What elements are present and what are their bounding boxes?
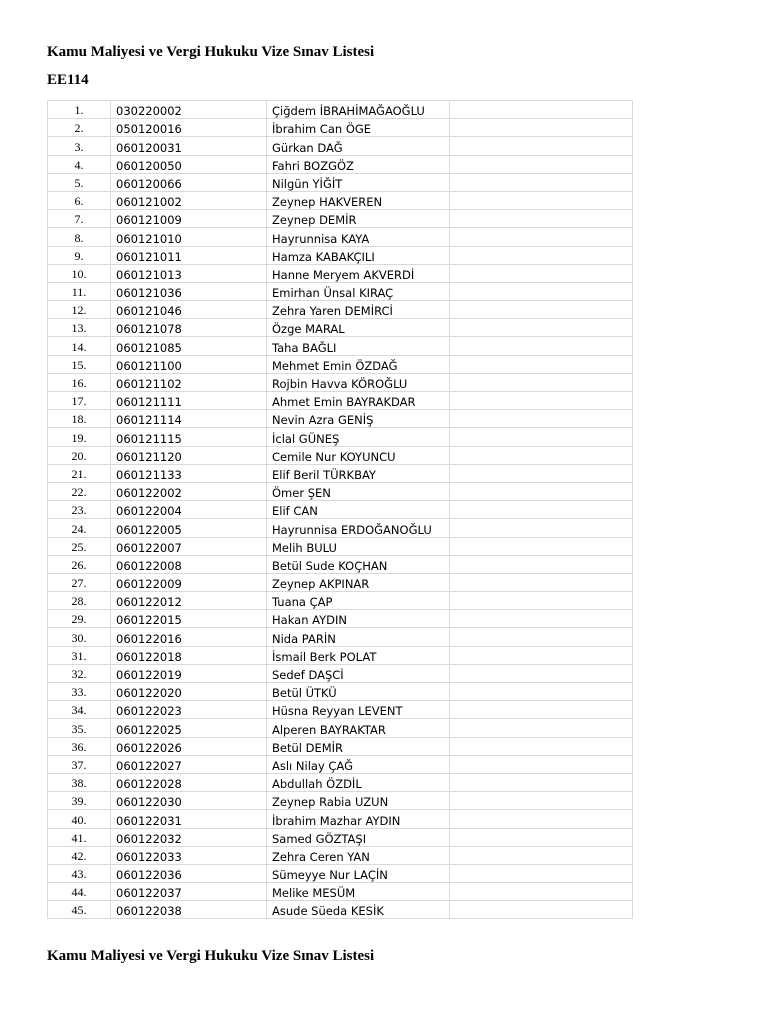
student-name: Tuana ÇAP <box>267 592 450 610</box>
student-name: Elif CAN <box>267 501 450 519</box>
row-number: 1. <box>48 101 111 119</box>
student-id: 050120016 <box>111 119 267 137</box>
student-id: 060121133 <box>111 464 267 482</box>
row-number: 23. <box>48 501 111 519</box>
row-number: 38. <box>48 773 111 791</box>
row-number: 7. <box>48 210 111 228</box>
empty-cell <box>450 282 633 300</box>
student-id: 060121078 <box>111 319 267 337</box>
row-number: 33. <box>48 683 111 701</box>
student-name: İbrahim Mazhar AYDIN <box>267 810 450 828</box>
student-id: 030220002 <box>111 101 267 119</box>
student-name: Çiğdem İBRAHİMAĞAOĞLU <box>267 101 450 119</box>
student-name: Fahri BOZGÖZ <box>267 155 450 173</box>
row-number: 31. <box>48 646 111 664</box>
row-number: 24. <box>48 519 111 537</box>
student-id: 060122037 <box>111 883 267 901</box>
student-name: Ahmet Emin BAYRAKDAR <box>267 392 450 410</box>
empty-cell <box>450 755 633 773</box>
student-name: İsmail Berk POLAT <box>267 646 450 664</box>
student-name: Sümeyye Nur LAÇİN <box>267 864 450 882</box>
next-page-title: Kamu Maliyesi ve Vergi Hukuku Vize Sınav Listesi <box>47 948 375 964</box>
empty-cell <box>450 737 633 755</box>
student-id: 060122018 <box>111 646 267 664</box>
student-id: 060120031 <box>111 137 267 155</box>
row-number: 30. <box>48 628 111 646</box>
row-number: 17. <box>48 392 111 410</box>
table-row <box>48 701 633 719</box>
student-name: Zeynep AKPINAR <box>267 573 450 591</box>
student-id: 060121002 <box>111 191 267 209</box>
table-row <box>48 846 633 864</box>
student-id: 060121009 <box>111 210 267 228</box>
student-name: Gürkan DAĞ <box>267 137 450 155</box>
row-number: 36. <box>48 737 111 755</box>
student-name: Zeynep HAKVEREN <box>267 191 450 209</box>
empty-cell <box>450 301 633 319</box>
table-row <box>48 773 633 791</box>
table-row <box>48 610 633 628</box>
empty-cell <box>450 683 633 701</box>
student-name: Samed GÖZTAŞI <box>267 828 450 846</box>
table-row <box>48 719 633 737</box>
student-name: Betül Sude KOÇHAN <box>267 555 450 573</box>
table-row <box>48 683 633 701</box>
student-id: 060122004 <box>111 501 267 519</box>
table-row <box>48 573 633 591</box>
student-id: 060122026 <box>111 737 267 755</box>
row-number: 43. <box>48 864 111 882</box>
table-row <box>48 901 633 919</box>
row-number: 42. <box>48 846 111 864</box>
row-number: 39. <box>48 792 111 810</box>
table-row <box>48 264 633 282</box>
student-name: Alperen BAYRAKTAR <box>267 719 450 737</box>
table-row <box>48 155 633 173</box>
student-id: 060122033 <box>111 846 267 864</box>
empty-cell <box>450 446 633 464</box>
table-row <box>48 101 633 119</box>
table-row <box>48 664 633 682</box>
row-number: 27. <box>48 573 111 591</box>
student-id: 060121102 <box>111 373 267 391</box>
table-row <box>48 228 633 246</box>
student-name: Cemile Nur KOYUNCU <box>267 446 450 464</box>
row-number: 21. <box>48 464 111 482</box>
row-number: 15. <box>48 355 111 373</box>
row-number: 26. <box>48 555 111 573</box>
empty-cell <box>450 482 633 500</box>
student-id: 060122012 <box>111 592 267 610</box>
table-row <box>48 646 633 664</box>
student-name: Nevin Azra GENİŞ <box>267 410 450 428</box>
student-id: 060122036 <box>111 864 267 882</box>
row-number: 12. <box>48 301 111 319</box>
student-id: 060121013 <box>111 264 267 282</box>
empty-cell <box>450 864 633 882</box>
student-name: Taha BAĞLI <box>267 337 450 355</box>
table-row <box>48 446 633 464</box>
empty-cell <box>450 373 633 391</box>
student-name: Mehmet Emin ÖZDAĞ <box>267 355 450 373</box>
empty-cell <box>450 773 633 791</box>
row-number: 34. <box>48 701 111 719</box>
student-list-table <box>47 100 633 919</box>
student-name: İclal GÜNEŞ <box>267 428 450 446</box>
empty-cell <box>450 519 633 537</box>
student-id: 060121120 <box>111 446 267 464</box>
table-row <box>48 755 633 773</box>
row-number: 29. <box>48 610 111 628</box>
empty-cell <box>450 119 633 137</box>
empty-cell <box>450 719 633 737</box>
table-row <box>48 628 633 646</box>
student-name: Melih BULU <box>267 537 450 555</box>
row-number: 25. <box>48 537 111 555</box>
empty-cell <box>450 155 633 173</box>
student-name: Aslı Nilay ÇAĞ <box>267 755 450 773</box>
student-name: Zehra Ceren YAN <box>267 846 450 864</box>
table-row <box>48 592 633 610</box>
student-id: 060122009 <box>111 573 267 591</box>
table-row <box>48 482 633 500</box>
empty-cell <box>450 883 633 901</box>
table-row <box>48 392 633 410</box>
empty-cell <box>450 610 633 628</box>
student-id: 060122007 <box>111 537 267 555</box>
empty-cell <box>450 173 633 191</box>
student-id: 060122015 <box>111 610 267 628</box>
row-number: 19. <box>48 428 111 446</box>
table-row <box>48 883 633 901</box>
course-code: EE114 <box>47 72 89 88</box>
table-row <box>48 555 633 573</box>
student-name: Betül DEMİR <box>267 737 450 755</box>
row-number: 22. <box>48 482 111 500</box>
empty-cell <box>450 846 633 864</box>
row-number: 5. <box>48 173 111 191</box>
row-number: 40. <box>48 810 111 828</box>
student-id: 060122016 <box>111 628 267 646</box>
student-name: Zehra Yaren DEMİRCİ <box>267 301 450 319</box>
student-name: Hayrunnisa KAYA <box>267 228 450 246</box>
table-row <box>48 119 633 137</box>
empty-cell <box>450 191 633 209</box>
row-number: 35. <box>48 719 111 737</box>
empty-cell <box>450 228 633 246</box>
table-row <box>48 737 633 755</box>
empty-cell <box>450 428 633 446</box>
student-name: Elif Beril TÜRKBAY <box>267 464 450 482</box>
empty-cell <box>450 264 633 282</box>
empty-cell <box>450 628 633 646</box>
student-id: 060122031 <box>111 810 267 828</box>
row-number: 11. <box>48 282 111 300</box>
student-id: 060120066 <box>111 173 267 191</box>
student-id: 060122019 <box>111 664 267 682</box>
student-id: 060121011 <box>111 246 267 264</box>
student-name: Hakan AYDIN <box>267 610 450 628</box>
student-id: 060120050 <box>111 155 267 173</box>
table-row <box>48 246 633 264</box>
row-number: 45. <box>48 901 111 919</box>
row-number: 18. <box>48 410 111 428</box>
empty-cell <box>450 319 633 337</box>
student-name: Betül ÜTKÜ <box>267 683 450 701</box>
row-number: 14. <box>48 337 111 355</box>
student-name: Hayrunnisa ERDOĞANOĞLU <box>267 519 450 537</box>
student-id: 060121115 <box>111 428 267 446</box>
student-id: 060121100 <box>111 355 267 373</box>
row-number: 3. <box>48 137 111 155</box>
student-name: Nida PARİN <box>267 628 450 646</box>
student-id: 060121111 <box>111 392 267 410</box>
student-id: 060121010 <box>111 228 267 246</box>
row-number: 32. <box>48 664 111 682</box>
empty-cell <box>450 646 633 664</box>
empty-cell <box>450 592 633 610</box>
student-id: 060122027 <box>111 755 267 773</box>
empty-cell <box>450 410 633 428</box>
table-row <box>48 282 633 300</box>
student-id: 060122032 <box>111 828 267 846</box>
student-id: 060121036 <box>111 282 267 300</box>
empty-cell <box>450 828 633 846</box>
empty-cell <box>450 810 633 828</box>
empty-cell <box>450 392 633 410</box>
row-number: 8. <box>48 228 111 246</box>
student-id: 060122002 <box>111 482 267 500</box>
empty-cell <box>450 701 633 719</box>
row-number: 28. <box>48 592 111 610</box>
empty-cell <box>450 337 633 355</box>
student-id: 060122005 <box>111 519 267 537</box>
table-row <box>48 537 633 555</box>
table-row <box>48 501 633 519</box>
student-id: 060122008 <box>111 555 267 573</box>
student-id: 060122025 <box>111 719 267 737</box>
empty-cell <box>450 901 633 919</box>
student-id: 060121085 <box>111 337 267 355</box>
empty-cell <box>450 246 633 264</box>
table-row <box>48 191 633 209</box>
table-row <box>48 137 633 155</box>
student-id: 060122023 <box>111 701 267 719</box>
row-number: 16. <box>48 373 111 391</box>
table-row <box>48 428 633 446</box>
row-number: 6. <box>48 191 111 209</box>
student-name: Özge MARAL <box>267 319 450 337</box>
student-name: İbrahim Can ÖGE <box>267 119 450 137</box>
student-name: Hamza KABAKÇILI <box>267 246 450 264</box>
table-row <box>48 210 633 228</box>
row-number: 37. <box>48 755 111 773</box>
student-name: Hanne Meryem AKVERDİ <box>267 264 450 282</box>
student-name: Zeynep DEMİR <box>267 210 450 228</box>
row-number: 4. <box>48 155 111 173</box>
empty-cell <box>450 792 633 810</box>
student-name: Asude Süeda KESİK <box>267 901 450 919</box>
empty-cell <box>450 355 633 373</box>
row-number: 13. <box>48 319 111 337</box>
empty-cell <box>450 501 633 519</box>
page-title: Kamu Maliyesi ve Vergi Hukuku Vize Sınav Listesi <box>47 44 375 60</box>
row-number: 44. <box>48 883 111 901</box>
student-name: Zeynep Rabia UZUN <box>267 792 450 810</box>
table-row <box>48 810 633 828</box>
student-name: Nilgün YİĞİT <box>267 173 450 191</box>
table-row <box>48 373 633 391</box>
row-number: 10. <box>48 264 111 282</box>
student-id: 060122038 <box>111 901 267 919</box>
empty-cell <box>450 210 633 228</box>
student-name: Abdullah ÖZDİL <box>267 773 450 791</box>
student-name: Sedef DAŞCİ <box>267 664 450 682</box>
empty-cell <box>450 101 633 119</box>
table-row <box>48 355 633 373</box>
student-name: Ömer ŞEN <box>267 482 450 500</box>
empty-cell <box>450 555 633 573</box>
empty-cell <box>450 664 633 682</box>
row-number: 41. <box>48 828 111 846</box>
student-name: Rojbin Havva KÖROĞLU <box>267 373 450 391</box>
table-row <box>48 410 633 428</box>
empty-cell <box>450 137 633 155</box>
row-number: 20. <box>48 446 111 464</box>
student-id: 060122030 <box>111 792 267 810</box>
student-id: 060122020 <box>111 683 267 701</box>
student-id: 060121046 <box>111 301 267 319</box>
row-number: 9. <box>48 246 111 264</box>
table-row <box>48 173 633 191</box>
student-id: 060122028 <box>111 773 267 791</box>
row-number: 2. <box>48 119 111 137</box>
table-row <box>48 828 633 846</box>
empty-cell <box>450 464 633 482</box>
table-row <box>48 864 633 882</box>
empty-cell <box>450 537 633 555</box>
table-row <box>48 319 633 337</box>
table-row <box>48 464 633 482</box>
student-rows <box>48 101 633 919</box>
student-id: 060121114 <box>111 410 267 428</box>
table-row <box>48 301 633 319</box>
student-name: Melike MESÜM <box>267 883 450 901</box>
table-row <box>48 519 633 537</box>
student-name: Hüsna Reyyan LEVENT <box>267 701 450 719</box>
table-row <box>48 792 633 810</box>
table-row <box>48 337 633 355</box>
student-name: Emirhan Ünsal KIRAÇ <box>267 282 450 300</box>
empty-cell <box>450 573 633 591</box>
